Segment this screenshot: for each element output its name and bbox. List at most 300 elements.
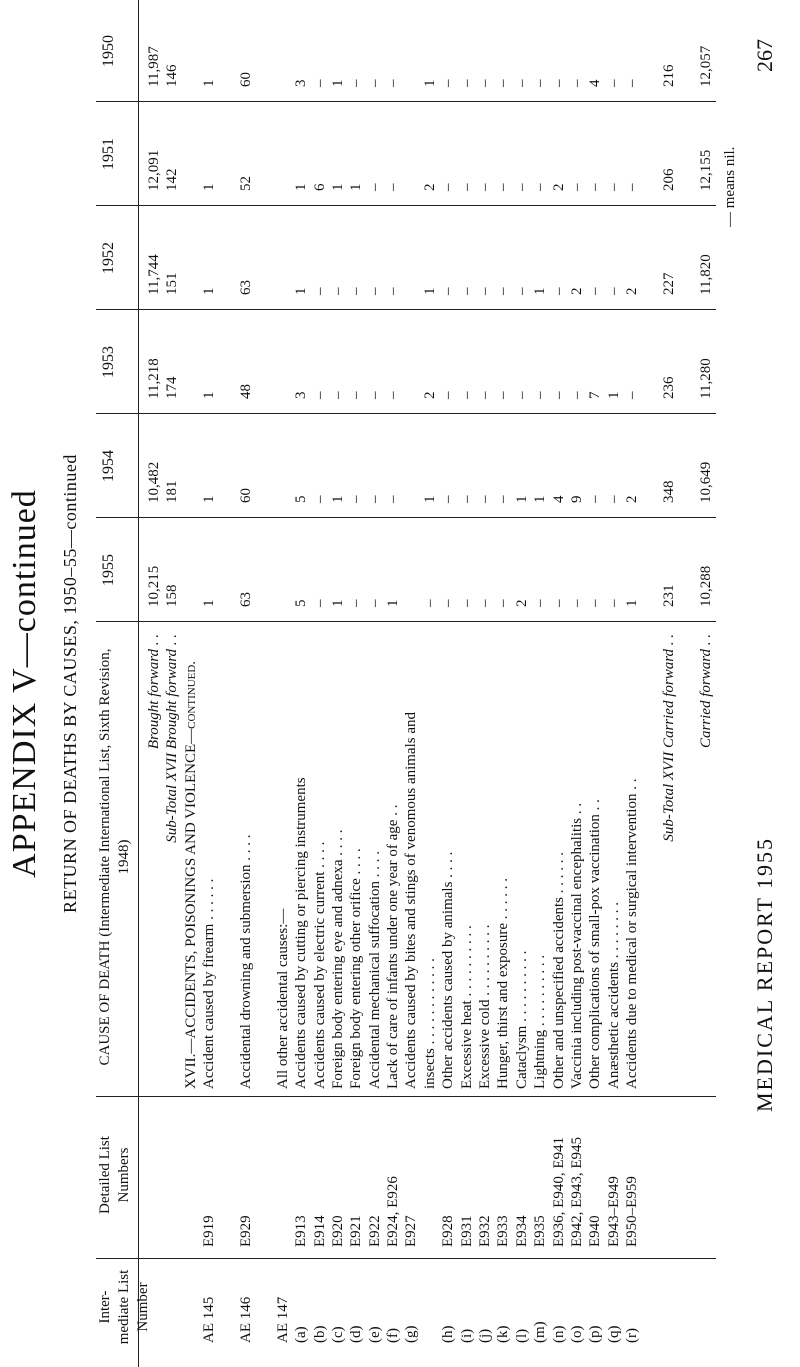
intermediate-number: (k) — [495, 1325, 512, 1343]
intermediate-number: AE 145 — [201, 1296, 218, 1343]
year-column-1954 — [145, 462, 715, 503]
year-value: – — [440, 287, 457, 295]
year-value: 231 — [660, 584, 677, 607]
cause-label: Anæsthetic accidents . . . . . . . . — [605, 901, 622, 1089]
intermediate-number: (e) — [366, 1326, 383, 1343]
year-value: – — [329, 391, 346, 399]
year-value: – — [605, 287, 622, 295]
year-value: – — [477, 287, 494, 295]
header-rule — [138, 0, 139, 1367]
intermediate-number — [219, 1297, 237, 1343]
detailed-number: E931 — [458, 1215, 475, 1247]
year-value — [219, 566, 237, 607]
year-value — [678, 358, 696, 399]
year-value: – — [477, 599, 494, 607]
year-value: 5 — [293, 495, 310, 503]
year-value: 4 — [550, 495, 567, 503]
page-number: 267 — [752, 39, 777, 72]
year-value: 158 — [164, 584, 181, 607]
year-value: – — [532, 391, 549, 399]
year-value: – — [550, 287, 567, 295]
year-value: 1 — [532, 287, 549, 295]
intermediate-number: (n) — [550, 1325, 567, 1343]
intermediate-number — [145, 1297, 163, 1343]
cause-label: Foreign body entering other orifice . . . . — [348, 848, 365, 1089]
year-value: 12,091 — [146, 149, 162, 191]
year-value — [642, 254, 660, 295]
year-value — [642, 150, 660, 191]
cause-label: Accidents caused by cutting or piercing instruments — [293, 777, 310, 1089]
running-head: MEDICAL REPORT 1955 — [752, 836, 777, 1112]
year-value: 348 — [660, 480, 677, 503]
detailed-number: E933 — [495, 1215, 512, 1247]
year-value: – — [605, 599, 622, 607]
detailed-number: E940 — [587, 1215, 604, 1247]
year-value: 11,744 — [146, 254, 162, 295]
intermediate-number: (f) — [385, 1328, 402, 1343]
detailed-number: E935 — [532, 1215, 549, 1247]
year-value: 10,649 — [697, 461, 714, 503]
year-value: – — [550, 79, 567, 87]
intermediate-number: (a) — [293, 1326, 310, 1343]
year-value: – — [348, 495, 365, 503]
intermediate-number — [678, 1297, 696, 1343]
year-column-1950 — [145, 46, 715, 87]
intermediate-number: (r) — [624, 1328, 641, 1343]
cause-label: Lack of care of infants under one year of age . . — [385, 804, 402, 1089]
year-value: – — [366, 599, 383, 607]
year-value: – — [550, 391, 567, 399]
detailed-number: E924, E926 — [385, 1176, 402, 1247]
year-value — [402, 150, 420, 191]
year-value: 1 — [201, 183, 218, 191]
year-value: – — [311, 391, 328, 399]
year-column-1952 — [145, 254, 715, 295]
intermediate-number — [182, 1297, 200, 1343]
year-value: 1 — [201, 391, 218, 399]
year-value — [182, 462, 200, 503]
year-value: 1 — [624, 599, 641, 607]
year-value: 1 — [421, 495, 438, 503]
year-value — [402, 566, 420, 607]
detailed-number: E914 — [311, 1215, 328, 1247]
year-value — [642, 358, 660, 399]
footnote: — means nil. — [722, 146, 738, 227]
detailed-number — [697, 1137, 715, 1247]
year-value: – — [513, 287, 530, 295]
year-value — [274, 358, 292, 399]
year-value: – — [587, 287, 604, 295]
year-value: – — [495, 391, 512, 399]
year-value: 1 — [605, 391, 622, 399]
year-value: 52 — [237, 176, 254, 191]
intermediate-number — [660, 1297, 678, 1343]
cause-label: Sub-Total XVII Carried forward . . — [660, 634, 677, 842]
column-rule — [96, 621, 716, 622]
intermediate-number: (m) — [532, 1321, 549, 1343]
year-value — [642, 566, 660, 607]
intermediate-number: AE 147 — [274, 1296, 291, 1343]
year-value: 63 — [237, 280, 254, 295]
year-value: – — [348, 599, 365, 607]
intermediate-number: (d) — [348, 1325, 365, 1343]
year-value: 142 — [164, 168, 181, 191]
column-rule — [96, 413, 716, 414]
year-value: – — [513, 79, 530, 87]
year-value: – — [477, 391, 494, 399]
year-value: – — [605, 495, 622, 503]
detailed-number — [255, 1137, 273, 1247]
column-rule — [96, 1096, 716, 1097]
intermediate-number: (i) — [458, 1328, 475, 1343]
intermediate-number: (g) — [403, 1325, 420, 1343]
detailed-number: E920 — [329, 1215, 346, 1247]
column-rule — [96, 205, 716, 206]
cause-label: Hunger, thirst and exposure . . . . . . — [495, 877, 512, 1089]
year-value: – — [477, 79, 494, 87]
col-header-1952: 1952 — [100, 242, 117, 274]
year-value: – — [385, 391, 402, 399]
year-value: – — [477, 183, 494, 191]
year-value — [219, 46, 237, 87]
intermediate-number-column — [145, 1297, 715, 1343]
year-value: 9 — [568, 495, 585, 503]
year-value — [402, 46, 420, 87]
cause-label: Foreign body entering eye and adnexa . . . . — [329, 829, 346, 1089]
year-value: 48 — [237, 384, 254, 399]
year-value: – — [458, 391, 475, 399]
year-value: 1 — [513, 495, 530, 503]
year-value: – — [587, 495, 604, 503]
detailed-number — [421, 1137, 439, 1247]
detailed-number: E922 — [366, 1215, 383, 1247]
year-value: – — [440, 79, 457, 87]
year-value: – — [495, 599, 512, 607]
col-header-1954: 1954 — [100, 450, 117, 482]
intermediate-number: AE 146 — [237, 1296, 254, 1343]
year-value: 1 — [201, 287, 218, 295]
intermediate-number: (p) — [587, 1325, 604, 1343]
year-value — [642, 46, 660, 87]
year-value: 181 — [164, 480, 181, 503]
year-value: 1 — [421, 79, 438, 87]
year-value: 3 — [293, 79, 310, 87]
year-value: – — [532, 79, 549, 87]
detailed-number — [642, 1137, 660, 1247]
cause-label: Cataclysm . . . . . . . . . . — [513, 950, 530, 1089]
year-value — [182, 358, 200, 399]
year-value: 216 — [660, 64, 677, 87]
cause-label: Brought forward . . — [146, 634, 162, 750]
appendix-title: APPENDIX V—continued — [6, 489, 43, 878]
intermediate-number: (l) — [513, 1328, 530, 1343]
table-subtitle: RETURN OF DEATHS BY CAUSES, 1950–55—continued — [60, 454, 80, 913]
intermediate-number: (q) — [605, 1325, 622, 1343]
year-value: 11,280 — [697, 358, 714, 399]
year-value: 227 — [660, 272, 677, 295]
year-value: 12,155 — [697, 149, 714, 191]
year-value — [182, 254, 200, 295]
year-value: 1 — [293, 183, 310, 191]
year-value: – — [385, 183, 402, 191]
year-value: 1 — [329, 79, 346, 87]
detailed-number: E936, E940, E941 — [550, 1137, 567, 1247]
year-value: – — [568, 391, 585, 399]
year-value: 1 — [293, 287, 310, 295]
cause-label: Other accidents caused by animals . . . . — [440, 851, 457, 1089]
cause-label: Accidents caused by electric current . . . . — [311, 841, 328, 1089]
year-value — [219, 358, 237, 399]
col-header-1950: 1950 — [100, 35, 117, 67]
year-value — [402, 254, 420, 295]
year-value: 236 — [660, 376, 677, 399]
year-value — [274, 150, 292, 191]
col-header-detailed: Detailed List Numbers — [97, 1136, 132, 1214]
year-value: – — [421, 599, 438, 607]
cause-label: Other complications of small-pox vaccination . . — [587, 799, 604, 1089]
col-header-1953: 1953 — [100, 346, 117, 378]
detailed-number: E932 — [477, 1215, 494, 1247]
column-rule — [96, 101, 716, 102]
year-column-1953 — [145, 358, 715, 399]
year-value: – — [366, 495, 383, 503]
year-value: 6 — [311, 183, 328, 191]
year-value: – — [440, 495, 457, 503]
year-value: 206 — [660, 168, 677, 191]
cause-label — [219, 634, 237, 1089]
column-rule — [96, 517, 716, 518]
year-value: – — [329, 287, 346, 295]
detailed-number — [274, 1137, 292, 1247]
year-value: 4 — [587, 79, 604, 87]
year-value: – — [587, 183, 604, 191]
year-value: – — [532, 183, 549, 191]
year-value: 11,218 — [146, 358, 162, 399]
year-value — [678, 254, 696, 295]
cause-label: XVII.—ACCIDENTS, POISONINGS AND VIOLENCE—continued. — [182, 660, 199, 1089]
year-value: – — [458, 287, 475, 295]
year-value — [678, 462, 696, 503]
cause-label: Accidents due to medical or surgical intervention . . — [624, 778, 641, 1089]
detailed-number: E928 — [440, 1215, 457, 1247]
year-value — [402, 358, 420, 399]
cause-column — [145, 634, 715, 1089]
year-value — [182, 150, 200, 191]
year-value: 1 — [532, 495, 549, 503]
col-header-intermediate: Inter-mediate List Number — [97, 1269, 151, 1345]
year-value: – — [385, 79, 402, 87]
detailed-number: E943–E949 — [605, 1176, 622, 1247]
cause-label: Accidental drowning and submersion . . . . — [237, 834, 254, 1089]
year-value: 1 — [348, 183, 365, 191]
year-value — [255, 254, 273, 295]
year-value: 1 — [201, 79, 218, 87]
year-value: – — [513, 391, 530, 399]
year-value: 60 — [237, 72, 254, 87]
year-value: – — [311, 79, 328, 87]
year-value: – — [440, 391, 457, 399]
year-value: 2 — [421, 391, 438, 399]
year-value — [219, 462, 237, 503]
year-value — [274, 462, 292, 503]
detailed-number: E913 — [293, 1215, 310, 1247]
year-value: 2 — [624, 495, 641, 503]
intermediate-number — [255, 1297, 273, 1343]
year-value: – — [495, 287, 512, 295]
year-value: – — [477, 495, 494, 503]
cause-label: Accidental mechanical suffocation . . . . — [366, 851, 383, 1089]
year-value — [642, 462, 660, 503]
year-value: – — [440, 183, 457, 191]
year-value: 10,215 — [146, 565, 162, 607]
year-value: 12,057 — [697, 45, 714, 87]
year-value: 3 — [293, 391, 310, 399]
detailed-number — [145, 1137, 163, 1247]
year-value — [274, 254, 292, 295]
year-value: 2 — [568, 287, 585, 295]
year-value: 11,820 — [697, 254, 714, 295]
detailed-number: E942, E943, E945 — [568, 1137, 585, 1247]
year-value: – — [495, 495, 512, 503]
year-value: – — [495, 79, 512, 87]
year-value: 1 — [421, 287, 438, 295]
detailed-number: E929 — [237, 1215, 254, 1247]
year-value: – — [605, 79, 622, 87]
intermediate-number — [421, 1297, 439, 1343]
intermediate-number: (c) — [329, 1326, 346, 1343]
year-value: – — [366, 391, 383, 399]
year-value: 2 — [550, 183, 567, 191]
year-value: – — [385, 287, 402, 295]
year-value — [182, 566, 200, 607]
year-value — [274, 46, 292, 87]
cause-label: Accidents caused by bites and stings of venomous animals and — [403, 711, 420, 1089]
year-value — [255, 150, 273, 191]
year-value — [678, 566, 696, 607]
year-value: 146 — [164, 64, 181, 87]
year-value: – — [385, 495, 402, 503]
cause-label: All other accidental causes:— — [274, 908, 291, 1089]
year-value: – — [348, 287, 365, 295]
year-value: – — [440, 599, 457, 607]
year-value: – — [311, 495, 328, 503]
year-value: – — [568, 599, 585, 607]
year-value — [255, 462, 273, 503]
year-value: – — [458, 495, 475, 503]
year-value: – — [366, 287, 383, 295]
cause-label: Excessive heat . . . . . . . . . . — [458, 925, 475, 1089]
year-value: 1 — [201, 495, 218, 503]
year-value — [678, 150, 696, 191]
detailed-number — [219, 1137, 237, 1247]
cause-label: Lightning . . . . . . . . . . — [532, 954, 549, 1089]
year-value: – — [568, 79, 585, 87]
intermediate-number: (h) — [440, 1325, 457, 1343]
year-value: 63 — [237, 592, 254, 607]
year-value: 2 — [513, 599, 530, 607]
year-value — [274, 566, 292, 607]
col-header-1955: 1955 — [100, 554, 117, 586]
year-value — [219, 150, 237, 191]
year-value: – — [348, 391, 365, 399]
detailed-number: E927 — [403, 1215, 420, 1247]
year-value: 1 — [385, 599, 402, 607]
year-column-1951 — [145, 150, 715, 191]
intermediate-number: (o) — [568, 1325, 585, 1343]
intermediate-number — [697, 1297, 715, 1343]
year-value: 2 — [421, 183, 438, 191]
year-value: 1 — [329, 495, 346, 503]
year-value: – — [624, 183, 641, 191]
cause-label — [678, 634, 696, 1089]
year-value: – — [532, 599, 549, 607]
cause-label — [642, 634, 660, 1089]
year-value: 2 — [624, 287, 641, 295]
cause-label: Accident caused by firearm . . . . . . — [201, 878, 218, 1089]
year-value — [402, 462, 420, 503]
year-value: – — [605, 183, 622, 191]
year-value: – — [624, 391, 641, 399]
year-value: – — [495, 183, 512, 191]
intermediate-number — [642, 1297, 660, 1343]
year-value: 10,482 — [146, 461, 162, 503]
col-header-cause: CAUSE OF DEATH (Intermediate International List, Sixth Revision, 1948) — [97, 648, 132, 1066]
detailed-number: E950–E959 — [624, 1176, 641, 1247]
year-value: – — [458, 599, 475, 607]
intermediate-number: (j) — [477, 1328, 494, 1343]
intermediate-number — [163, 1297, 181, 1343]
year-value: – — [311, 599, 328, 607]
detailed-number — [660, 1137, 678, 1247]
detailed-number: E934 — [513, 1215, 530, 1247]
year-column-1955 — [145, 566, 715, 607]
cause-label: Vaccinia including post-vaccinal encephalitis . . — [568, 802, 585, 1089]
year-value: 1 — [329, 183, 346, 191]
year-value: – — [311, 287, 328, 295]
detailed-number: E921 — [348, 1215, 365, 1247]
year-value: – — [458, 183, 475, 191]
year-value — [678, 46, 696, 87]
year-value: – — [513, 183, 530, 191]
year-value — [255, 358, 273, 399]
cause-label: Carried forward . . — [697, 634, 714, 749]
detailed-number — [163, 1137, 181, 1247]
year-value: 60 — [237, 488, 254, 503]
cause-label: Sub-Total XVII Brought forward . . — [164, 634, 181, 843]
year-value — [255, 566, 273, 607]
cause-label: Excessive cold . . . . . . . . . . — [477, 924, 494, 1089]
cause-label — [255, 634, 273, 1089]
col-header-1951: 1951 — [100, 138, 117, 170]
year-value — [219, 254, 237, 295]
year-value: – — [366, 183, 383, 191]
cause-label: Other and unspecified accidents . . . . . . — [550, 851, 567, 1089]
year-value: – — [348, 79, 365, 87]
year-value: – — [587, 599, 604, 607]
column-rule — [96, 309, 716, 310]
year-value: 5 — [293, 599, 310, 607]
year-value: – — [366, 79, 383, 87]
detailed-number — [678, 1137, 696, 1247]
year-value: – — [550, 599, 567, 607]
year-value: – — [458, 79, 475, 87]
detailed-number: E919 — [201, 1215, 218, 1247]
year-value: 10,288 — [697, 565, 714, 607]
year-value — [255, 46, 273, 87]
detailed-number-column — [145, 1137, 715, 1247]
year-value: 1 — [201, 599, 218, 607]
year-value — [182, 46, 200, 87]
